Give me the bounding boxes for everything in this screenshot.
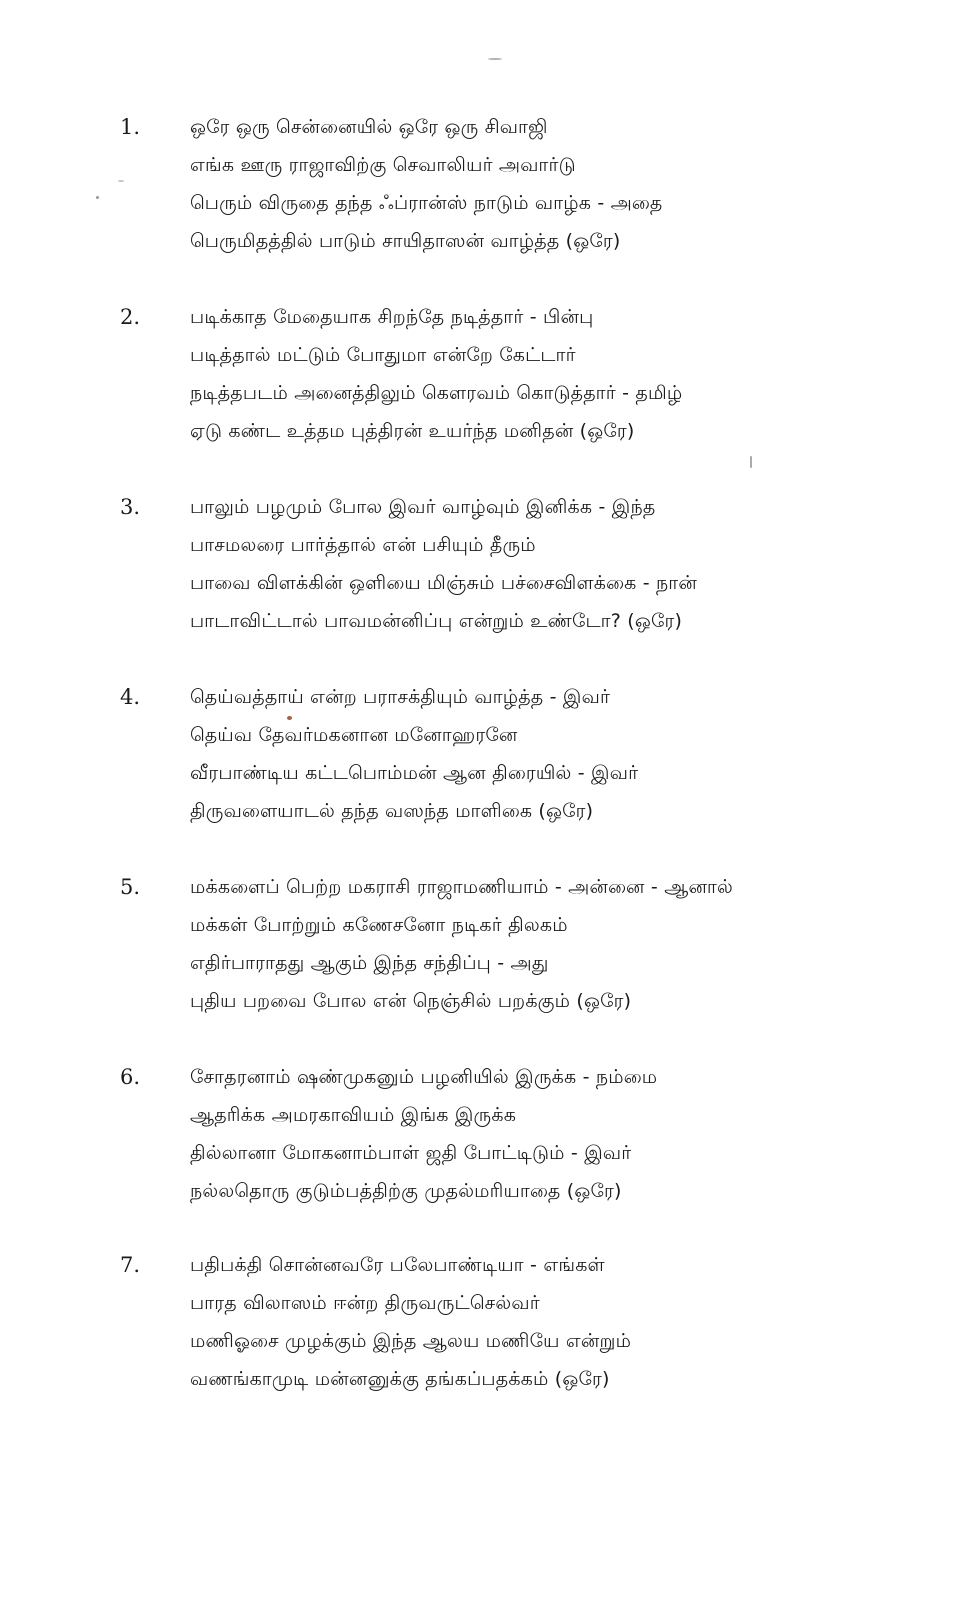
- verse-line: புதிய பறவை போல என் நெஞ்சில் பறக்கும் (ஒரே): [190, 990, 632, 1012]
- verse-line: ஏடு கண்ட உத்தம புத்திரன் உயர்ந்த மனிதன் (ஒரே): [190, 420, 635, 442]
- verse-line: பாவை விளக்கின் ஒளியை மிஞ்சும் பச்சைவிளக்கை - நான்: [190, 572, 697, 594]
- verse-line: சோதரனாம் ஷண்முகனும் பழனியில் இருக்க - நம்மை: [190, 1066, 658, 1088]
- verse-line: பாரத விலாஸம் ஈன்ற திருவருட்செல்வர்: [190, 1292, 540, 1314]
- verse-line: வணங்காமுடி மன்னனுக்கு தங்கப்பதக்கம் (ஒரே): [190, 1368, 610, 1390]
- verse-line: பாலும் பழமும் போல இவர் வாழ்வும் இனிக்க - இந்த: [190, 496, 656, 518]
- verse-line: தெய்வ தேவர்மகனான மனோஹரனே: [190, 724, 518, 746]
- verse-line: படித்தால் மட்டும் போதுமா என்றே கேட்டார்: [190, 344, 576, 366]
- verse-line: பாசமலரை பார்த்தால் என் பசியும் தீரும்: [190, 534, 536, 556]
- verse-line: எதிர்பாராதது ஆகும் இந்த சந்திப்பு - அது: [190, 952, 549, 974]
- verse-line: வீரபாண்டிய கட்டபொம்மன் ஆன திரையில் - இவர்: [190, 762, 639, 784]
- verse-line: தெய்வத்தாய் என்ற பராசக்தியும் வாழ்த்த - இவர்: [190, 686, 611, 708]
- verse-line: படிக்காத மேதையாக சிறந்தே நடித்தார் - பின்பு: [190, 306, 594, 328]
- verse-line: எங்க ஊரு ராஜாவிற்கு செவாலியர் அவார்டு: [190, 154, 576, 176]
- verse-line: பாடாவிட்டால் பாவமன்னிப்பு என்றும் உண்டோ? (ஒரே): [190, 610, 683, 632]
- verse-lines: [190, 488, 950, 640]
- verse-number: 6.: [120, 1065, 141, 1089]
- verse-line: ஆதரிக்க அமரகாவியம் இங்க இருக்க: [190, 1104, 517, 1126]
- scan-speck: [488, 58, 502, 60]
- verse-number: 2.: [120, 305, 141, 329]
- verse-number: 1.: [120, 115, 141, 139]
- verse-line: தில்லானா மோகனாம்பாள் ஜதி போட்டிடும் - இவர்: [190, 1142, 632, 1164]
- verse-line: பெருமிதத்தில் பாடும் சாயிதாஸன் வாழ்த்த (ஒரே): [190, 230, 621, 252]
- verse-line: மக்கள் போற்றும் கணேசனோ நடிகர் திலகம்: [190, 914, 568, 936]
- verse-line: மக்களைப் பெற்ற மகராசி ராஜாமணியாம் - அன்னை - ஆனால்: [190, 876, 733, 898]
- verse-lines: [190, 108, 950, 260]
- scan-speck: [750, 456, 752, 468]
- verse-line: நல்லதொரு குடும்பத்திற்கு முதல்மரியாதை (ஒரே): [190, 1180, 622, 1202]
- verse-lines: [190, 1246, 950, 1398]
- verse-lines: [190, 868, 950, 1020]
- verse-line: மணிஓசை முழக்கும் இந்த ஆலய மணியே என்றும்: [190, 1330, 632, 1352]
- verse-line: நடித்தபடம் அனைத்திலும் கௌரவம் கொடுத்தார் - தமிழ்: [190, 382, 683, 404]
- verse-line: பதிபக்தி சொன்னவரே பலேபாண்டியா - எங்கள்: [190, 1254, 605, 1276]
- verse-number: 4.: [120, 685, 141, 709]
- verse-number: 7.: [120, 1253, 141, 1277]
- verse-line: திருவளையாடல் தந்த வஸந்த மாளிகை (ஒரே): [190, 800, 594, 822]
- scan-speck: [118, 180, 124, 182]
- verse-line: பெரும் விருதை தந்த ஃப்ரான்ஸ் நாடும் வாழ்க - அதை: [190, 192, 663, 214]
- verse-line: ஒரே ஒரு சென்னையில் ஒரே ஒரு சிவாஜி: [190, 116, 548, 138]
- verse-lines: [190, 298, 950, 450]
- verse-number: 3.: [120, 495, 141, 519]
- scan-speck: [96, 196, 99, 199]
- verse-lines: [190, 1058, 950, 1210]
- verse-number: 5.: [120, 875, 141, 899]
- verse-lines: [190, 678, 950, 830]
